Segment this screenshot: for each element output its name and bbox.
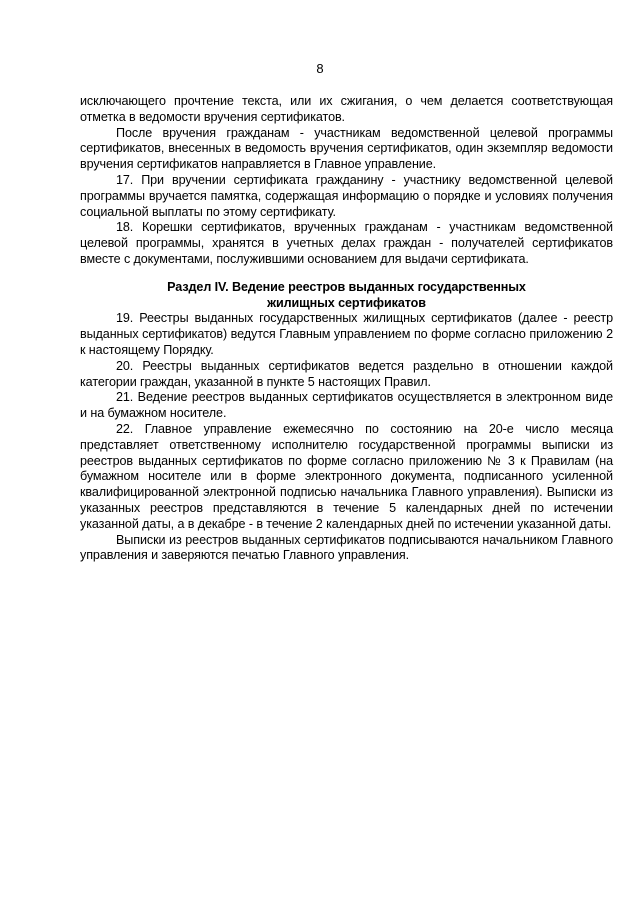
- document-body: [80, 94, 613, 564]
- paragraph-17: 17. При вручении сертификата гражданину - участнику ведомственной целевой программы вручается памятка, содержащая информацию о порядке и условиях получения социальной выплаты по этому сертификату.: [80, 172, 613, 219]
- paragraph-21: 21. Ведение реестров выданных сертификатов осуществляется в электронном виде и на бумажном носителе.: [80, 390, 613, 421]
- page-number: 8: [316, 61, 324, 76]
- paragraph-20: 20. Реестры выданных сертификатов ведется раздельно в отношении каждой категории граждан, указанной в пункте 5 настоящих Правил.: [80, 358, 613, 389]
- paragraph-continuation: исключающего прочтение текста, или их сжигания, о чем делается соответствующая отметка в ведомости вручения сертификатов.: [80, 94, 613, 124]
- paragraph-after-delivery: После вручения гражданам - участникам ведомственной целевой программы сертификатов, внесенных в ведомость вручения сертификатов, один экземпляр ведомости вручения сертификатов направляется в Главное управление.: [80, 125, 613, 172]
- section-heading-line2: жилищных сертификатов: [267, 295, 426, 310]
- section-heading: [80, 280, 613, 312]
- section-heading-line1: Раздел IV. Ведение реестров выданных государственных: [167, 279, 526, 294]
- paragraph-22: 22. Главное управление ежемесячно по состоянию на 20-е число месяца представляет ответственному исполнителю государственной программы выписки из реестров выданных сертификатов по форме согласно приложению № 3 к Правилам (на бумажном носителе или в форме электронного документа, подписанного усиленной квалифицированной электронной подписью начальника Главного управления). Выписки из указанных реестров представляются в течение 5 календарных дней по истечении указанной даты, а в декабре - в течение 2 календарных дней по истечении указанной даты.: [80, 421, 613, 531]
- paragraph-18: 18. Корешки сертификатов, врученных гражданам - участникам ведомственной целевой программы, хранятся в учетных делах граждан - получателей сертификатов вместе с документами, послужившими основанием для выдачи сертификата.: [80, 220, 613, 266]
- paragraph-19: 19. Реестры выданных государственных жилищных сертификатов (далее - реестр выданных сертификатов) ведутся Главным управлением по форме согласно приложению 2 к настоящему Порядку.: [80, 311, 613, 357]
- paragraph-extracts-signed: Выписки из реестров выданных сертификатов подписываются начальником Главного управления и заверяются печатью Главного управления.: [80, 532, 613, 563]
